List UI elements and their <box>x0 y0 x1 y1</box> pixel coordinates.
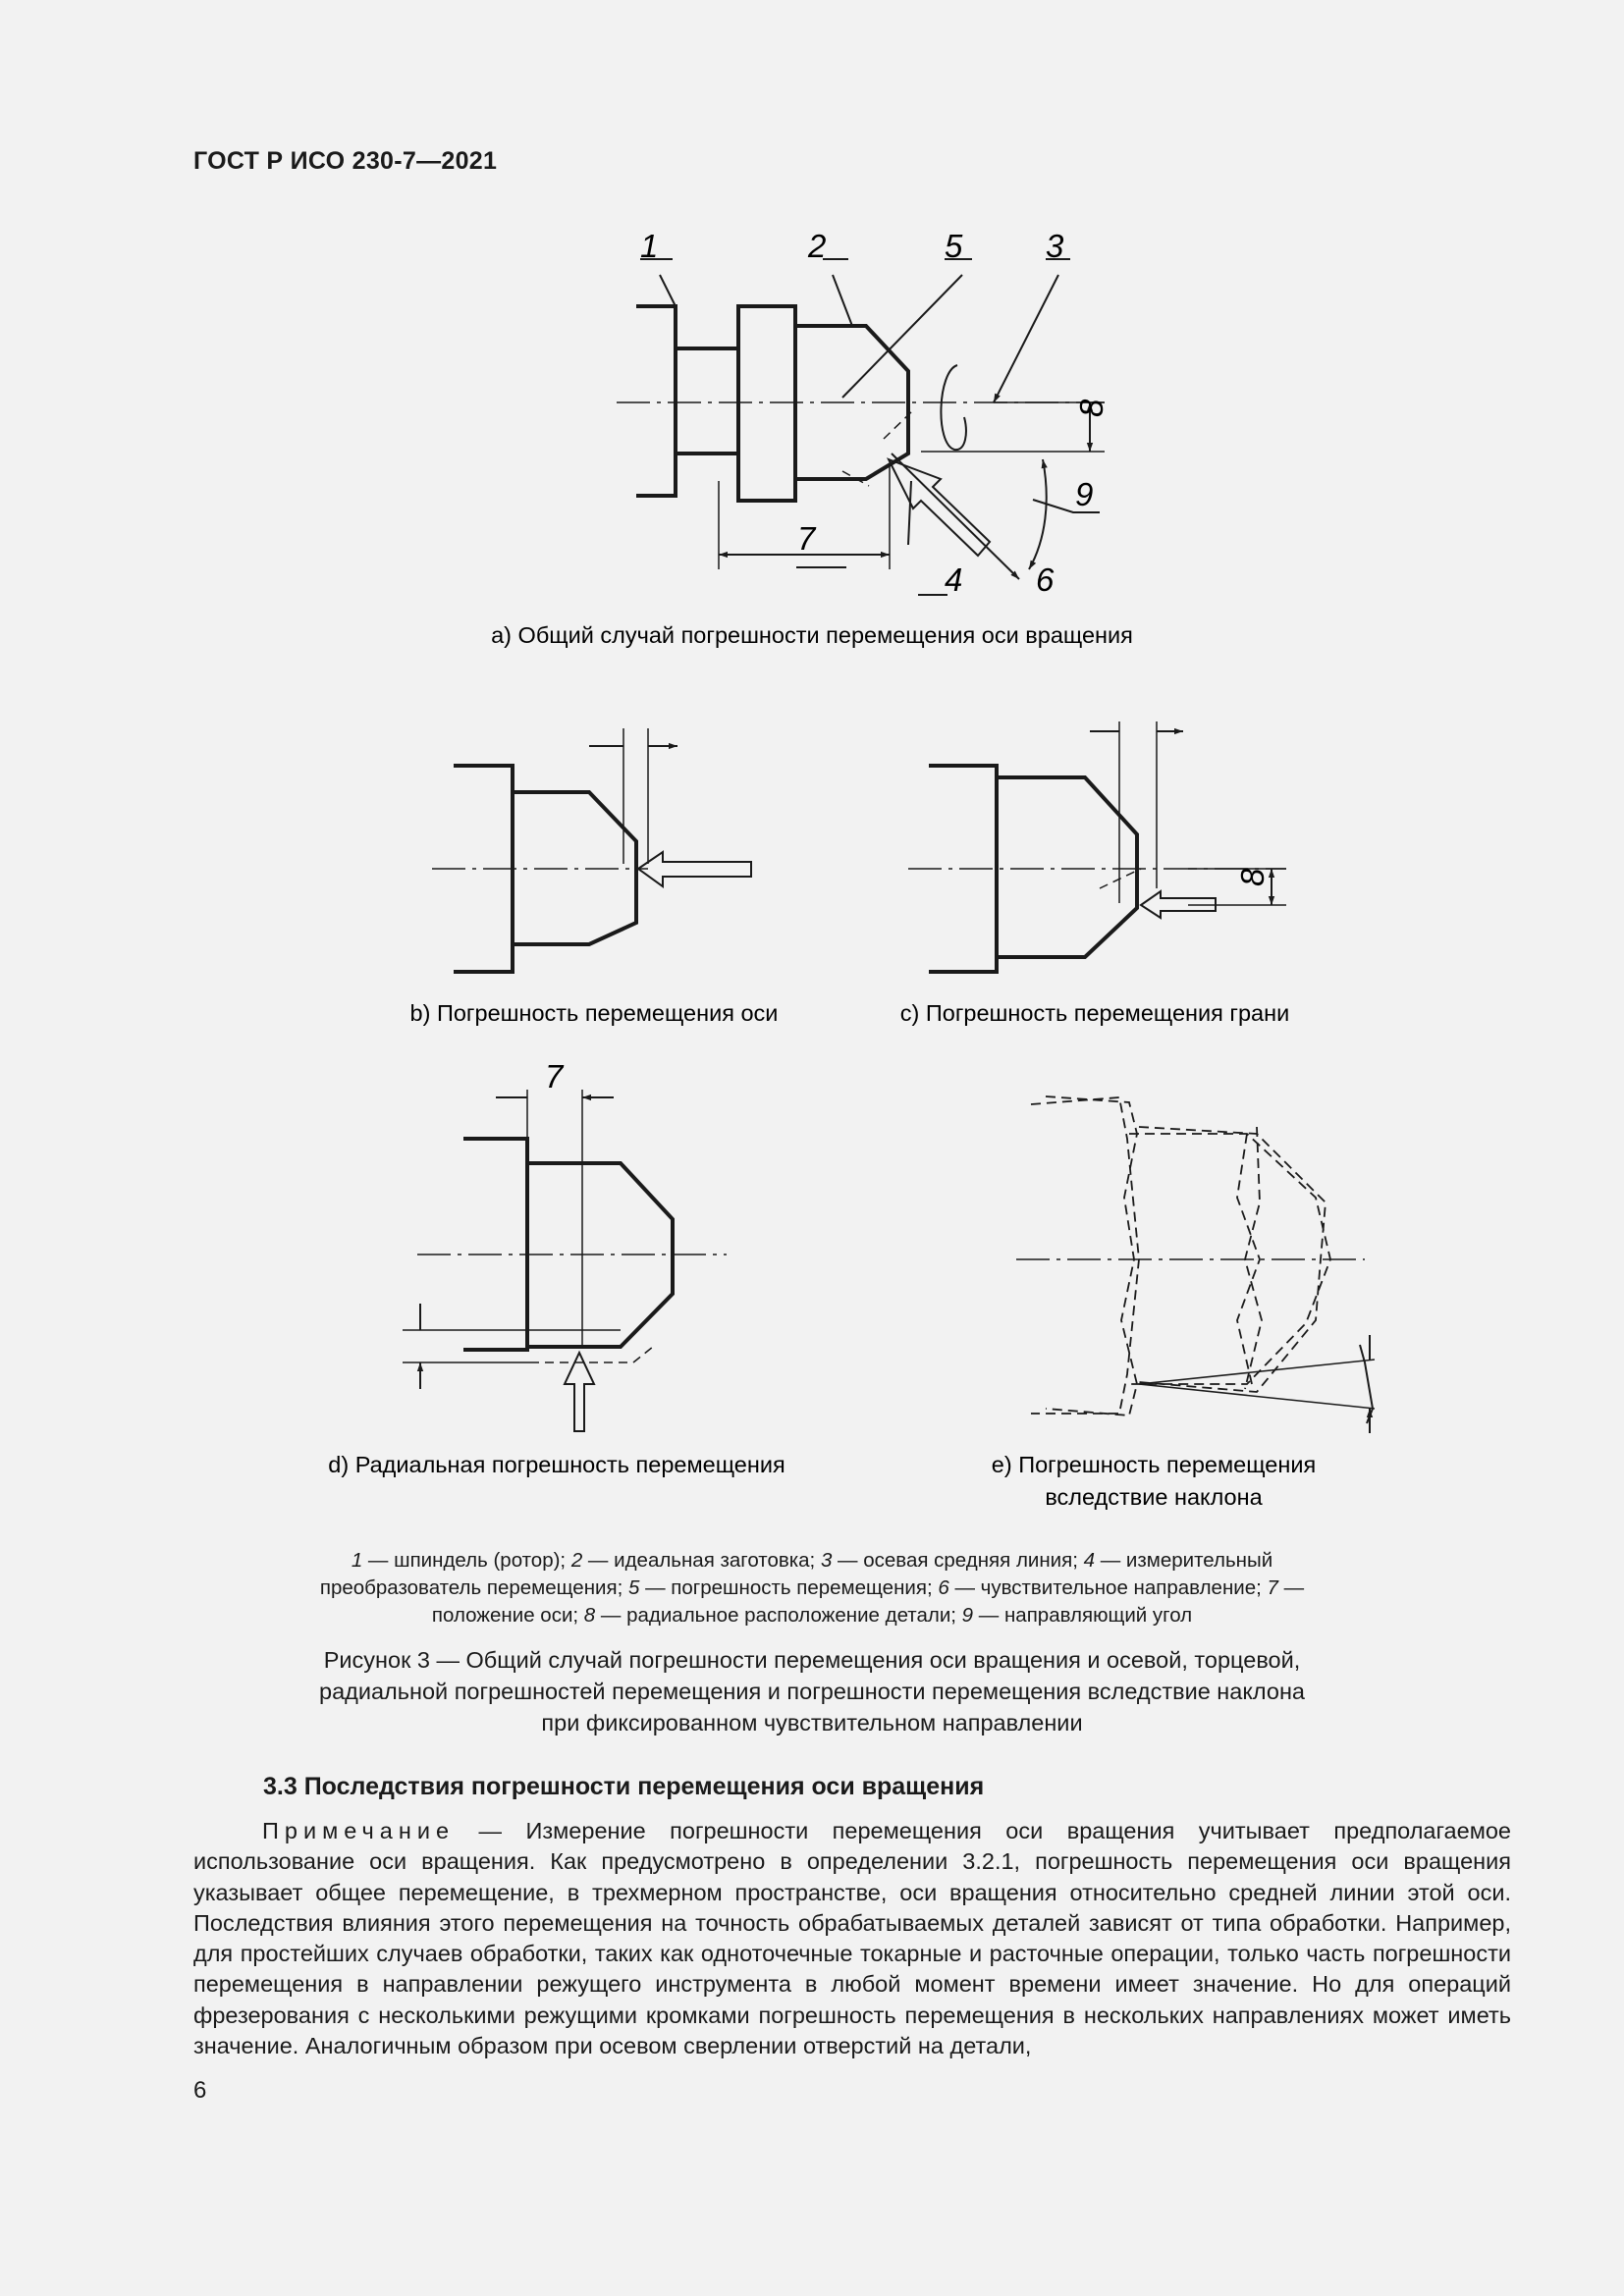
page-number: 6 <box>193 2077 207 2104</box>
label-1: 1 <box>640 228 659 264</box>
label-4: 4 <box>945 561 963 598</box>
caption-part-d: d) Радиальная погрешность перемещения <box>328 1452 785 1477</box>
section-paragraph <box>193 1816 1511 2061</box>
label-7-d: 7 <box>545 1058 564 1095</box>
sensitive-direction-line <box>892 454 1019 579</box>
caption-part-e-line2: вследствие наклона <box>1045 1484 1263 1510</box>
figure-part-e <box>992 1096 1375 1510</box>
figure-caption-line: радиальной погрешностей перемещения и погрешности перемещения вследствие наклона <box>319 1679 1305 1704</box>
label-5: 5 <box>945 228 963 264</box>
caption-part-c: c) Погрешность перемещения грани <box>899 1000 1290 1026</box>
rotation-arrow <box>941 365 965 450</box>
note-label: Примечание <box>262 1818 456 1843</box>
legend-num: 1 <box>351 1549 363 1572</box>
figure-caption <box>295 1644 1329 1738</box>
document-header: ГОСТ Р ИСО 230-7—2021 <box>193 147 498 175</box>
figure-part-b <box>410 728 779 1026</box>
figure-part-d <box>328 1058 785 1477</box>
label-8-c: 8 <box>1234 868 1271 886</box>
figure-part-c <box>900 721 1289 1026</box>
caption-part-b: b) Погрешность перемещения оси <box>409 1000 779 1026</box>
spindle <box>636 306 908 501</box>
label-8: 8 <box>1073 399 1110 417</box>
section-heading: 3.3 Последствия погрешности перемещения оси вращения <box>263 1773 985 1800</box>
label-9: 9 <box>1075 476 1094 512</box>
figure-caption-line: при фиксированном чувствительном направлении <box>541 1710 1083 1735</box>
label-2: 2 <box>808 228 827 264</box>
label-6: 6 <box>1036 561 1055 598</box>
label-7: 7 <box>797 520 816 557</box>
figure-part-a <box>491 228 1133 648</box>
figure-legend: 1 — шпиндель (ротор); 2 — идеальная заготовка; 3 — осевая средняя линия; 4 — измерительный преобразователь перемещения; 5 — погрешность перемещения; 6 — чувствительное направление; 7 — положение оси; 8 — радиальное расположение детали; 9 — направляющий угол <box>319 1549 1305 1627</box>
caption-part-a: a) Общий случай погрешности перемещения оси вращения <box>491 622 1133 648</box>
figure-caption-line: Рисунок 3 — Общий случай погрешности перемещения оси вращения и осевой, торцевой, <box>323 1647 1301 1673</box>
caption-part-e-line1: e) Погрешность перемещения <box>991 1452 1317 1477</box>
paragraph-text: — Измерение погрешности перемещения оси вращения учитывает предполагаемое использование оси вращения. Как предусмотрено в определении 3.2.1, погрешность перемещения оси вращения указывает общее перемещение, в трехмерном пространстве, оси вращения относительно средней линии этой оси. Последствия влияния этого перемещения на точность обрабатываемых деталей зависят от типа обработки. Например, для простейших случаев обработки, таких как одноточечные токарные и расточные операции, только часть погрешности перемещения в направлении режущего инструмента в любой момент времени имеет значение. Но для операций фрезерования с несколькими режущими кромками погрешность перемещения в нескольких направлениях может иметь значение. Аналогичным образом при осевом сверлении отверстий на детали, <box>193 1818 1511 2059</box>
label-3: 3 <box>1046 228 1064 264</box>
sensor-probe-arrow <box>889 459 990 556</box>
